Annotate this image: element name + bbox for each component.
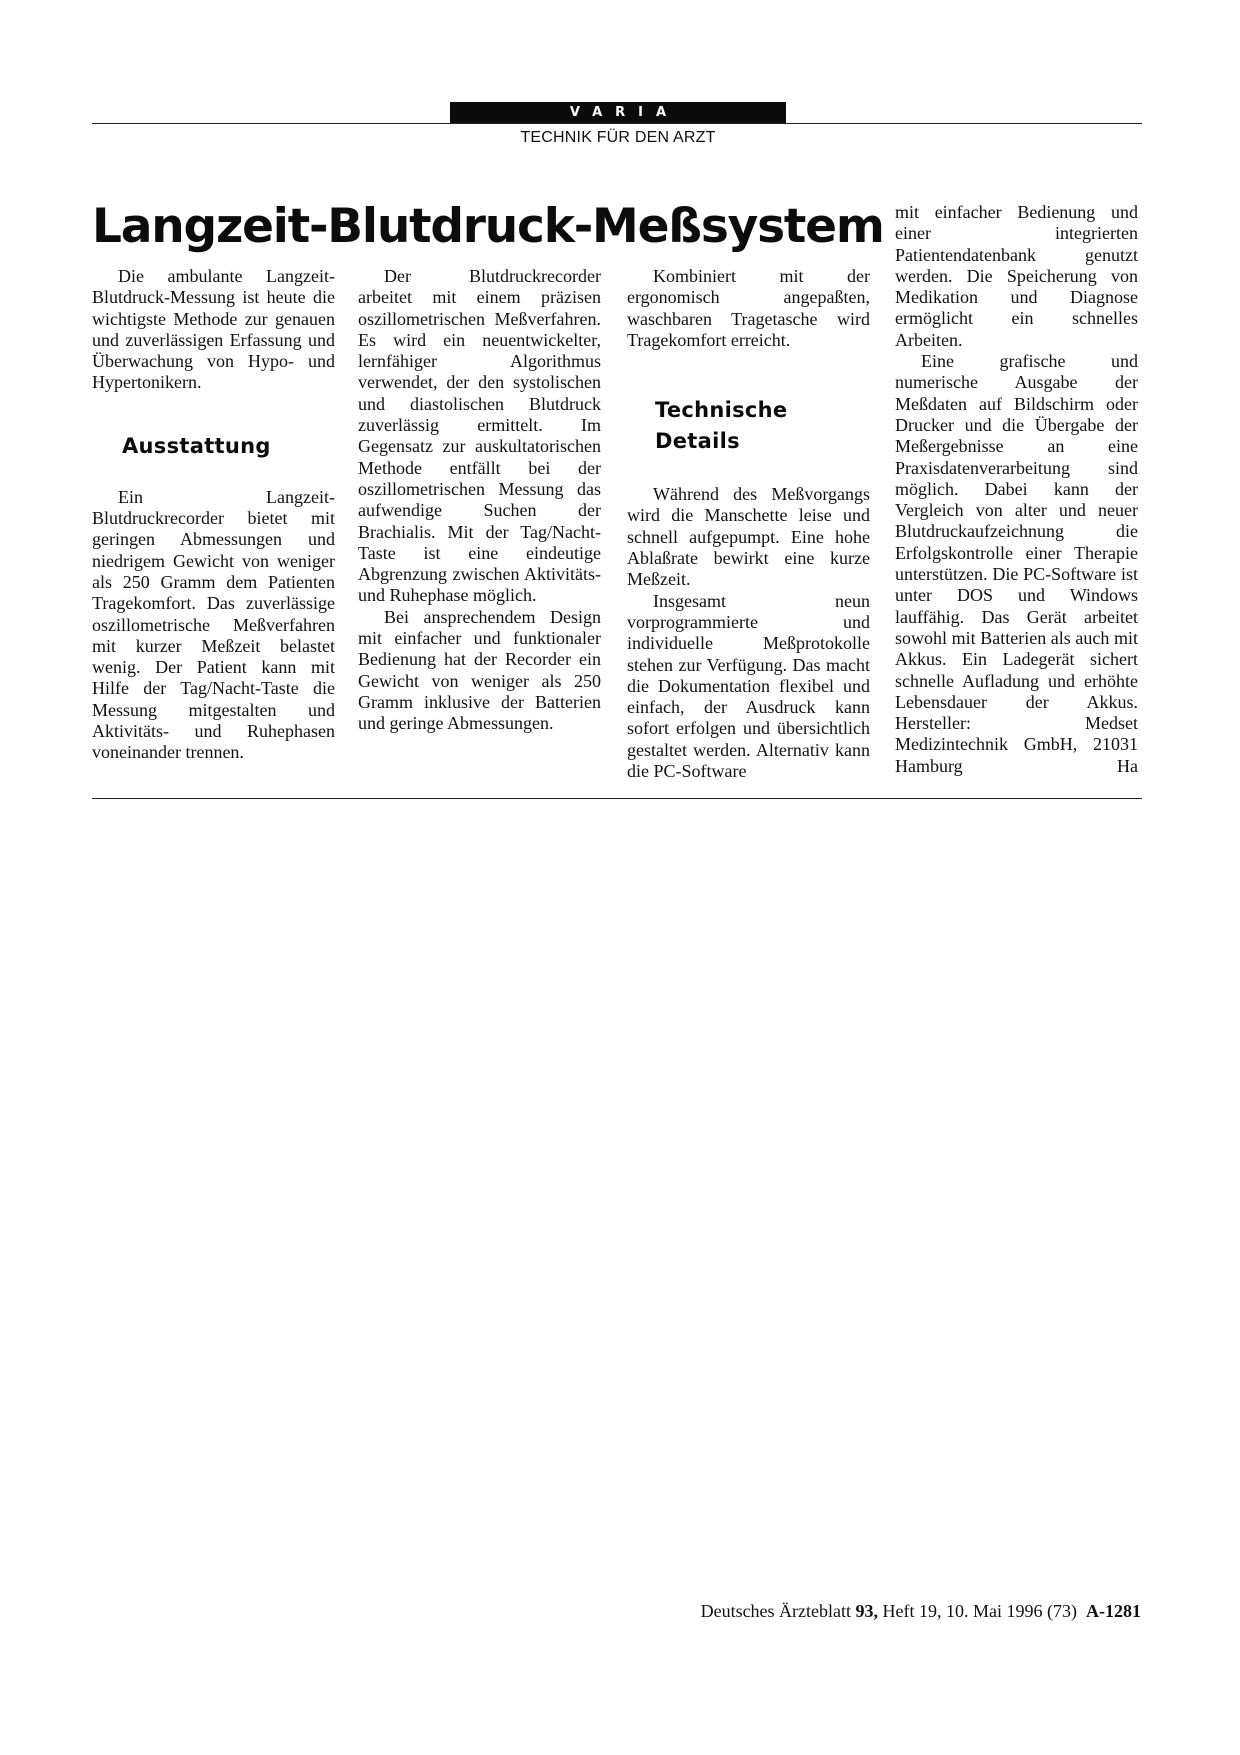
paragraph: mit einfacher Bedienung und einer integrierten Patientendatenbank genutzt werden. Die Speicherung von Medikation und Diagnose ermöglicht ein schnelles Arbeiten. <box>895 202 1138 350</box>
paragraph: Ein Langzeit-Blutdruckrecorder bietet mit geringen Abmessungen und niedrigem Gewicht von weniger als 250 Gramm dem Patienten Tragekomfort. Das zuverlässige oszillometrische Meßverfahren mit kurzer Meßzeit belastet wenig. Der Patient kann mit Hilfe der Tag/Nacht-Taste die Messung mitgestalten und Aktivitäts- und Ruhephasen voneinander trennen. <box>92 486 335 763</box>
text-column-1 <box>92 266 335 764</box>
paragraph: Die ambulante Langzeit-Blutdruck-Messung ist heute die wichtigste Methode zur genauen und zuverlässigen Erfassung und Überwachung von Hypo- und Hypertonikern. <box>92 266 335 393</box>
paragraph: Kombiniert mit der ergonomisch angepaßten, waschbaren Tragetasche wird Tragekomfort erreicht. <box>627 266 870 350</box>
header-rule <box>92 123 1142 124</box>
section-label: VARIA <box>450 102 786 123</box>
issue-date: Heft 19, 10. Mai 1996 (73) <box>882 1601 1077 1621</box>
paragraph: Bei ansprechendem Design mit einfacher und funktionaler Bedienung hat der Recorder ein Gewicht von weniger als 250 Gramm inklusive der Batterien und geringe Abmessungen. <box>358 606 601 734</box>
section-subtitle: TECHNIK FÜR DEN ARZT <box>520 129 716 146</box>
text-column-3 <box>627 266 870 782</box>
page-footer <box>701 1601 1141 1622</box>
text-column-2 <box>358 266 601 735</box>
paragraph: Während des Meßvorgangs wird die Manschette leise und schnell aufgepumpt. Eine hohe Ablaßrate bewirkt eine kurze Meßzeit. <box>627 484 870 590</box>
journal-volume: 93, <box>855 1601 879 1621</box>
article-title: Langzeit-Blutdruck-Meßsystem <box>92 199 884 254</box>
paragraph <box>895 351 1138 777</box>
footer-rule <box>92 798 1142 799</box>
page-number: A-1281 <box>1086 1601 1141 1621</box>
section-heading: Ausstattung <box>122 433 271 458</box>
paragraph-text: Eine grafische und numerische Ausgabe der Meßdaten auf Bildschirm oder Drucker und die Übergabe der Meßergebnisse an eine Praxisdatenverarbeitung sind möglich. Dabei kann der Vergleich von alter und neuer Blutdruckaufzeichnung die Erfolgskontrolle einer Therapie unterstützen. Die PC-Software ist unter DOS und Windows lauffähig. Das Gerät arbeitet sowohl mit Batterien als auch mit Akkus. Ein Ladegerät sichert schnelle Aufladung und erhöhte Lebensdauer der Akkus. Hersteller: Medset Medizintechnik GmbH, 21031 Hamburg <box>895 351 1138 776</box>
author-initials: Ha <box>1117 755 1138 776</box>
text-column-4 <box>895 202 1138 777</box>
section-heading: Technische Details <box>655 398 788 454</box>
journal-name: Deutsches Ärzteblatt <box>700 1601 852 1621</box>
paragraph: Der Blutdruckrecorder arbeitet mit einem präzisen oszillometrischen Meßverfahren. Es wird ein neuentwickelter, lernfähiger Algorithmus verwendet, der den systolischen und diastolischen Blutdruck zuverlässig ermittelt. Im Gegensatz zur auskultatorischen Methode entfällt bei der oszillometrischen Messung das aufwendige Suchen der Brachialis. Mit der Tag/Nacht-Taste ist eine eindeutige Abgrenzung zwischen Aktivitäts- und Ruhephase möglich. <box>358 266 601 606</box>
paragraph: Insgesamt neun vorprogrammierte und individuelle Meßprotokolle stehen zur Verfügung. Das macht die Dokumentation flexibel und einfach, der Ausdruck kann sofort erfolgen und übersichtlich gestaltet werden. Alternativ kann die PC-Software <box>627 590 870 782</box>
